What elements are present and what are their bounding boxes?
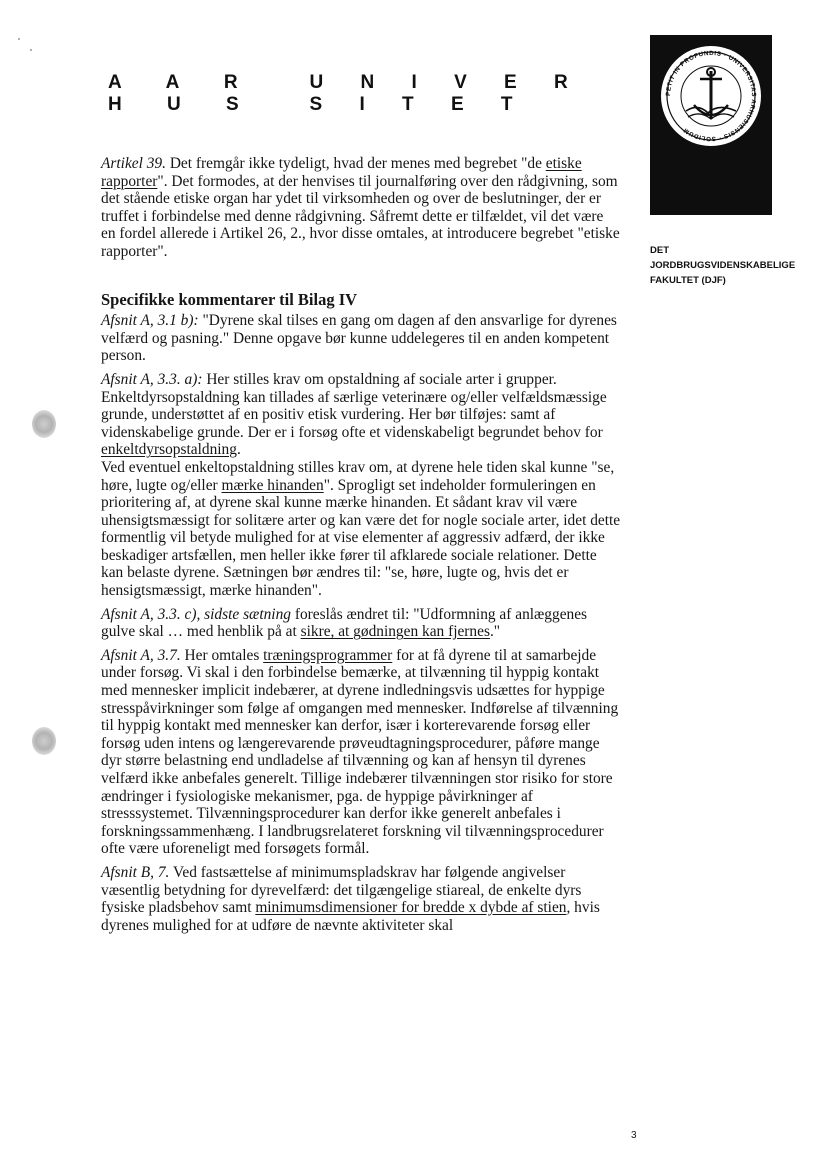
paragraph-afsnit-a-3-3-c [101, 606, 621, 641]
reference: Afsnit B, 7. [101, 863, 170, 881]
section-heading: Specifikke kommentarer til Bilag IV [101, 289, 358, 309]
reference: Artikel 39. [101, 155, 166, 172]
university-seal-icon [656, 41, 766, 151]
text: Ved eventuel enkeltopstaldning stilles krav om, at dyrene hele tiden skal kunne "se, høre, lugte og/eller [101, 458, 615, 494]
underlined-text: mærke hinanden [221, 476, 324, 494]
text: ." [489, 623, 501, 641]
text: foreslås ændret til: "Udformning af anlæggenes gulve skal … med henblik på at [101, 605, 588, 641]
reference: Afsnit A, 3.7. [101, 646, 181, 664]
reference: Afsnit A, 3.3. c), sidste sætning [101, 605, 291, 623]
underlined-text: sikre, at gødningen kan fjernes [300, 623, 490, 641]
underlined-text: enkeltdyrsopstaldning [101, 441, 237, 459]
university-name-aarhus: A A R H U S [108, 72, 259, 115]
text: "Dyrene skal tilses en gang om dagen af den ansvarlige for dyrenes velfærd og pasning." Denne opgave bør kunne uddelegeres til en anden kompetent person. [101, 312, 617, 365]
text: for at få dyrene til at samarbejde under forsøg. Vi skal i den forbindelse bemærke, at tilvænning til hyppig kontakt med mennesker implicit indebærer, at dyrene indledningsvis udsættes for hyppige stresspåvirkninger som følge af omgangen med mennesker. Indførelse af tilvænning til hyppig kontakt med mennesker kan derfor, især i korterevarende forsøg eller forsøg uden intens og længerevarende prøveudtagningsprocedurer, påføre mange dyr større belastning end undladelse af tilvænning og kan af hensyn til dyrenes velfærd ikke anbefales generelt. Tillige indebærer tilvænningen stor risiko for store ændringer i fysiologiske mekanismer, pga. de hyppige påvirkninger af stresssystemet. Tilvænningsprocedurer kan derfor ikke generelt anbefales i forskningssammenhæng. I landbrugsrelateret forskning vil tilvænningsprocedurer ofte være uforeneligt med forsøgets formål. [101, 646, 619, 858]
reference: Afsnit A, 3.1 b): [101, 312, 199, 330]
punch-hole [32, 410, 56, 438]
faculty-name [650, 243, 820, 288]
faculty-line-3: FAKULTET (DJF) [650, 275, 726, 286]
punch-hole [32, 727, 56, 755]
text: ". Det formodes, at der henvises til journalføring over den rådgivning, som det stående etiske organ har ydet til virksomheden og over de beslutninger, der er truffet i forbindelse med denne rådgivning. Såfremt dette er tilfældet, vil det være en fordel allerede i Artikel 26, 2., hvor disse omtales, at introducere begrebet "etiske rapporter". [101, 172, 620, 260]
text: Her omtales [180, 646, 264, 664]
letter-body [101, 155, 621, 934]
scan-speck [30, 49, 32, 51]
university-name-universitet: U N I V E R S I T E T [309, 72, 584, 115]
university-seal-block [650, 35, 772, 215]
paragraph-afsnit-a-3-1 [101, 312, 621, 365]
text: . [236, 441, 241, 459]
underlined-text: etiske rapporter [101, 155, 582, 190]
reference: Afsnit A, 3.3. a): [101, 370, 203, 388]
paragraph-afsnit-a-3-3-a [101, 371, 621, 600]
seal-text: PETIT IN PROFUNDIS · UNIVERSITAS ARHUSIENSIS · SOLIDUM [664, 49, 758, 143]
underlined-text: træningsprogrammer [263, 646, 393, 664]
text: Det fremgår ikke tydeligt, hvad der menes med begrebet "de [165, 155, 546, 172]
text: ". Sprogligt set indeholder formuleringen en prioritering af, at dyrene skal kunne mærke hinanden. Et sådant krav vil være uhensigtsmæssigt for solitære arter og kan være det for nogle sociale arter, idet dette formentlig vil betyde mulighed for at vise elementer af aggressiv adfærd, der ikke beskadiger artsfællen, men heller ikke fører til afklarede sociale relationer. Dette kan belaste dyrene. Sætningen bør ændres til: "se, høre, lugte og, hvis det er hensigtsmæssigt, mærke hinanden". [101, 476, 621, 600]
paragraph-artikel-39 [101, 155, 621, 261]
underlined-text: minimumsdimensioner for bredde x dybde af stien [255, 899, 567, 917]
text: Ved fastsættelse af minimumspladskrav har følgende angivelser væsentlig betydning for dyrevelfærd: det tilgængelige stiareal, de enkelte dyrs fysiske pladsbehov samt [101, 863, 582, 917]
paragraph-afsnit-a-3-7 [101, 647, 621, 858]
faculty-line-2: JORDBRUGSVIDENSKABELIGE [650, 260, 796, 271]
text: , hvis dyrenes mulighed for at udføre de nævnte aktiviteter skal [101, 899, 600, 934]
faculty-line-1: DET [650, 245, 669, 256]
text: Her stilles krav om opstaldning af sociale arter i grupper. Enkeltdyrsopstaldning kan tillades af særlige veterinære og/eller velfældsmæssige grunde, understøttet af en positiv etisk vurdering. Her bør tilføjes: samt af videnskabelige grunde. Der er i forsøg ofte et videnskabeligt begrundet behov for [101, 370, 607, 441]
scan-speck [18, 38, 20, 40]
paragraph-afsnit-b-7 [101, 864, 621, 934]
page-number: 3 [631, 1130, 637, 1141]
university-name [108, 72, 628, 116]
